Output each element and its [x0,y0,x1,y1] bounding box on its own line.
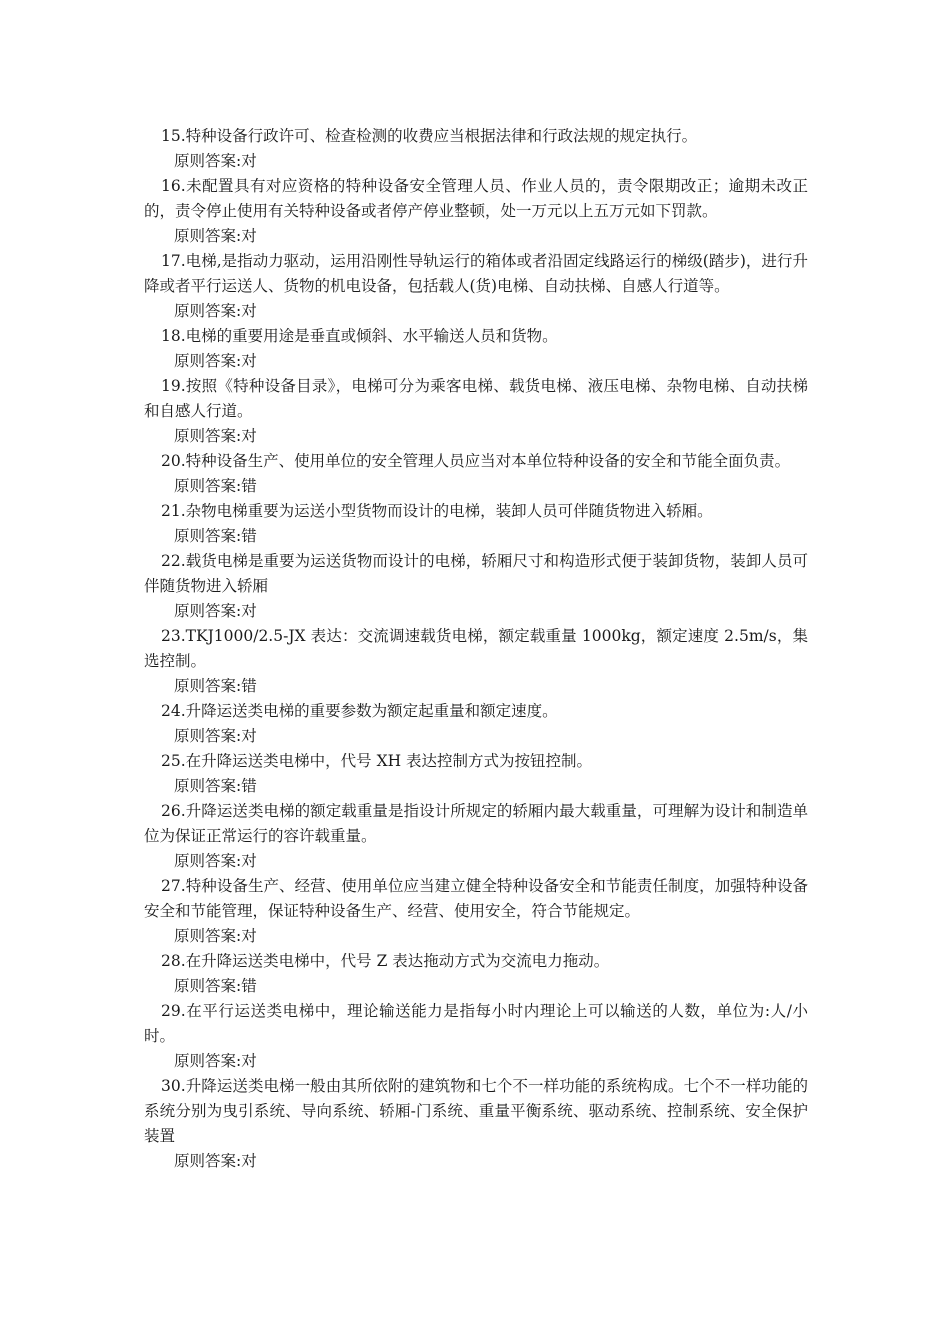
answer-30: 原则答案:对 [174,1152,257,1170]
question-23: 23.TKJ1000/2.5-JX 表达：交流调速载货电梯，额定载重量 1000kg，额定速度 2.5m/s，集选控制。 [144,627,808,670]
answer-22: 原则答案:对 [174,602,257,620]
answer-24: 原则答案:对 [174,727,257,745]
question-29: 29.在平行运送类电梯中，理论输送能力是指每小时内理论上可以输送的人数，单位为:人/小时。 [144,1002,808,1045]
question-18: 18.电梯的重要用途是垂直或倾斜、水平输送人员和货物。 [161,327,558,345]
answer-28: 原则答案:错 [174,977,257,995]
question-28: 28.在升降运送类电梯中，代号 Z 表达拖动方式为交流电力拖动。 [161,952,610,970]
answer-29: 原则答案:对 [174,1052,257,1070]
question-20: 20.特种设备生产、使用单位的安全管理人员应当对本单位特种设备的安全和节能全面负责。 [161,452,791,470]
answer-19: 原则答案:对 [174,427,257,445]
question-27: 27.特种设备生产、经营、使用单位应当建立健全特种设备安全和节能责任制度，加强特种设备安全和节能管理，保证特种设备生产、经营、使用安全，符合节能规定。 [144,877,808,920]
answer-18: 原则答案:对 [174,352,257,370]
answer-20: 原则答案:错 [174,477,257,495]
question-21: 21.杂物电梯重要为运送小型货物而设计的电梯，装卸人员可伴随货物进入轿厢。 [161,502,713,520]
question-15: 15.特种设备行政许可、检查检测的收费应当根据法律和行政法规的规定执行。 [161,127,698,145]
answer-25: 原则答案:错 [174,777,257,795]
answer-17: 原则答案:对 [174,302,257,320]
answer-27: 原则答案:对 [174,927,257,945]
answer-23: 原则答案:错 [174,677,257,695]
question-17: 17.电梯,是指动力驱动，运用沿刚性导轨运行的箱体或者沿固定线路运行的梯级(踏步)，进行升降或者平行运送人、货物的机电设备，包括载人(货)电梯、自动扶梯、自感人行道等。 [144,252,808,295]
question-19: 19.按照《特种设备目录》，电梯可分为乘客电梯、载货电梯、液压电梯、杂物电梯、自动扶梯和自感人行道。 [144,377,808,420]
question-26: 26.升降运送类电梯的额定载重量是指设计所规定的轿厢内最大载重量，可理解为设计和制造单位为保证正常运行的容许载重量。 [144,802,808,845]
question-list [144,124,808,1174]
answer-26: 原则答案:对 [174,852,257,870]
question-22: 22.载货电梯是重要为运送货物而设计的电梯，轿厢尺寸和构造形式便于装卸货物，装卸人员可伴随货物进入轿厢 [144,552,808,595]
answer-21: 原则答案:错 [174,527,257,545]
question-30: 30.升降运送类电梯一般由其所依附的建筑物和七个不一样功能的系统构成。七个不一样功能的系统分别为曳引系统、导向系统、轿厢-门系统、重量平衡系统、驱动系统、控制系统、安全保护装置 [144,1077,808,1145]
question-16: 16.未配置具有对应资格的特种设备安全管理人员、作业人员的，责令限期改正；逾期未改正的，责令停止使用有关特种设备或者停产停业整顿，处一万元以上五万元如下罚款。 [144,177,808,220]
answer-16: 原则答案:对 [174,227,257,245]
question-24: 24.升降运送类电梯的重要参数为额定起重量和额定速度。 [161,702,558,720]
question-25: 25.在升降运送类电梯中，代号 XH 表达控制方式为按钮控制。 [161,752,593,770]
answer-15: 原则答案:对 [174,152,257,170]
